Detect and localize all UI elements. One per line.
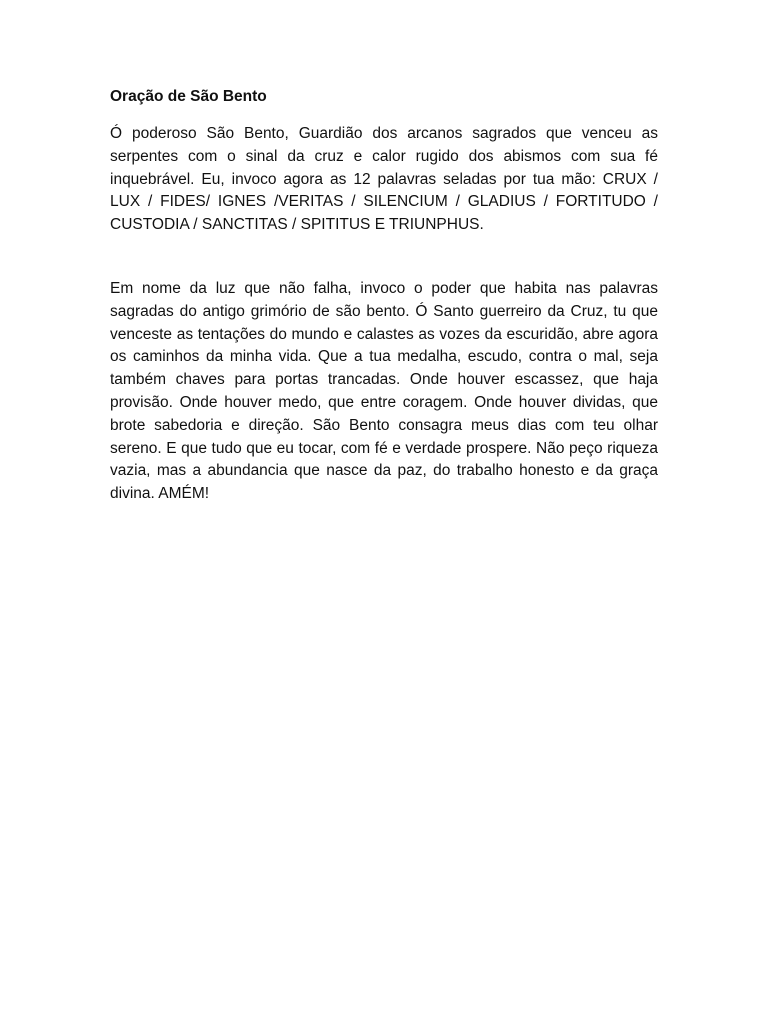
paragraph-invocation: Ó poderoso São Bento, Guardião dos arcanos sagrados que venceu as serpentes com o sinal da cruz e calor rugido dos abismos com sua fé inquebrável. Eu, invoco agora as 12 palavras seladas por tua mão: CRUX / LUX / FIDES/ IGNES /VERITAS / SILENCIUM / GLADIUS / FORTITUDO / CUSTODIA / SANCTITAS / SPITITUS E TRIUNPHUS. (110, 125, 658, 234)
document-body (110, 86, 658, 506)
paragraph-prayer: Em nome da luz que não falha, invoco o poder que habita nas palavras sagradas do antigo grimório de são bento. Ó Santo guerreiro da Cruz, tu que venceste as tentações do mundo e calastes as vozes da escuridão, abre agora os caminhos da minha vida. Que a tua medalha, escudo, contra o mal, seja também chaves para portas trancadas. Onde houver escassez, que haja provisão. Onde houver medo, que entre coragem. Onde houver dividas, que brote sabedoria e direção. São Bento consagra meus dias com teu olhar sereno. E que tudo que eu tocar, com fé e verdade prospere. Não peço riqueza vazia, mas a abundancia que nasce da paz, do trabalho honesto e da graça divina. AMÉM! (110, 279, 658, 503)
document-title: Oração de São Bento (110, 88, 267, 105)
